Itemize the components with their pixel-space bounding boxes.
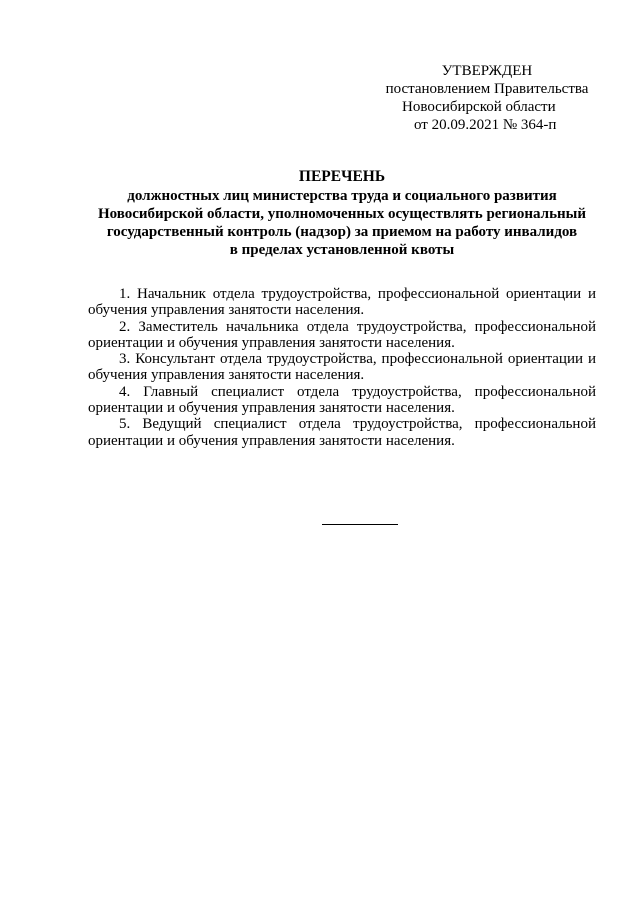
approval-region: Новосибирской области: [402, 99, 556, 115]
title-line-4: в пределах установленной квоты: [229, 242, 455, 258]
approval-heading: УТВЕРЖДЕН: [441, 63, 533, 79]
title-line-3: государственный контроль (надзор) за приемом на работу инвалидов: [106, 224, 578, 240]
approval-stamp: [372, 62, 602, 134]
list-item: 4. Главный специалист отдела трудоустройства, профессиональной ориентации и обучения управления занятости населения.: [88, 383, 596, 417]
list-item: 1. Начальник отдела трудоустройства, профессиональной ориентации и обучения управления занятости населения.: [88, 286, 596, 319]
list-item: 5. Ведущий специалист отдела трудоустройства, профессиональной ориентации и обучения управления занятости населения.: [88, 416, 596, 449]
list-item: 3. Консультант отдела трудоустройства, профессиональной ориентации и обучения управления занятости населения.: [88, 351, 596, 384]
list-item: 2. Заместитель начальника отдела трудоустройства, профессиональной ориентации и обучения управления занятости населения.: [88, 318, 596, 351]
title-line-2: Новосибирской области, уполномоченных осуществлять региональный: [97, 206, 587, 222]
approval-date-number: от 20.09.2021 № 364-п: [414, 117, 557, 133]
end-divider: [322, 524, 398, 525]
approval-authority: постановлением Правительства: [385, 81, 589, 97]
title-heading: ПЕРЕЧЕНЬ: [298, 168, 386, 185]
document-title: [88, 168, 596, 259]
title-line-1: должностных лиц министерства труда и социального развития: [127, 188, 557, 204]
positions-list: [88, 286, 596, 449]
